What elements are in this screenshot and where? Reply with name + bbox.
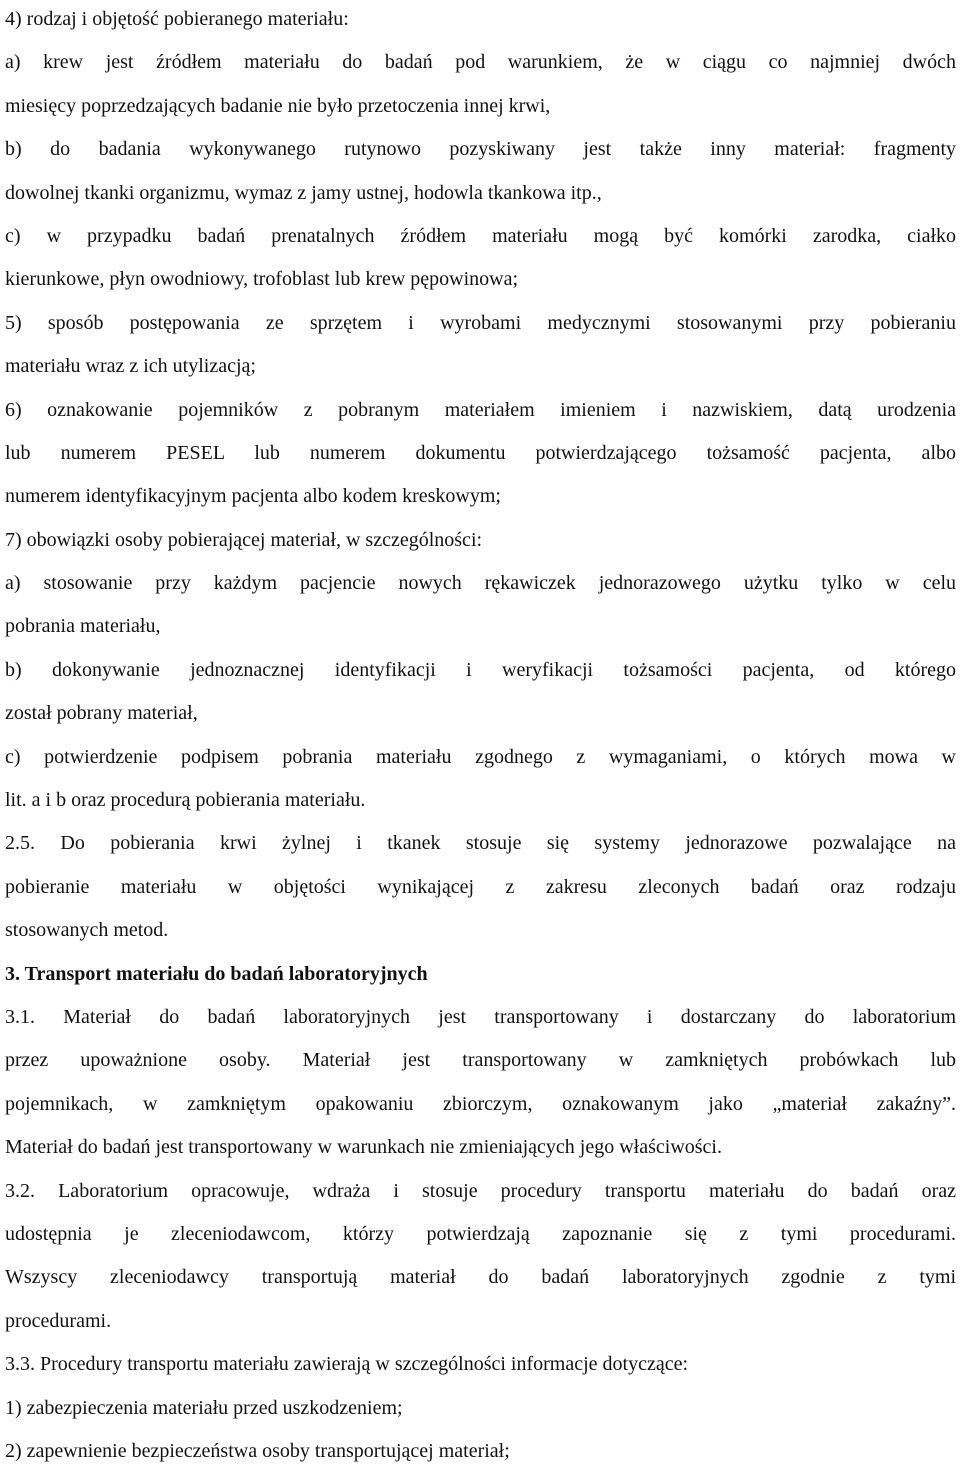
text-line: Materiał do badań jest transportowany w warunkach nie zmieniających jego właściwości.: [5, 1136, 722, 1159]
text-line: c) w przypadku badań prenatalnych źródłem materiału mogą być komórki zarodka, ciałko: [5, 224, 956, 247]
document-page: [5, 0, 956, 1473]
text-line: pojemnikach, w zamkniętym opakowaniu zbiorczym, oznakowanym jako „materiał zakaźny”.: [5, 1092, 956, 1115]
text-line: lub numerem PESEL lub numerem dokumentu potwierdzającego tożsamość pacjenta, albo: [5, 441, 956, 464]
text-line: kierunkowe, płyn owodniowy, trofoblast lub krew pępowinowa;: [5, 268, 519, 291]
text-line: 4) rodzaj i objętość pobieranego materiału:: [5, 8, 349, 30]
text-line: miesięcy poprzedzających badanie nie było przetoczenia innej krwi,: [5, 94, 551, 117]
text-line: 5) sposób postępowania ze sprzętem i wyrobami medycznymi stosowanymi przy pobieraniu: [5, 311, 956, 334]
text-line: pobrania materiału,: [5, 615, 161, 638]
text-line: numerem identyfikacyjnym pacjenta albo kodem kreskowym;: [5, 485, 501, 508]
text-line: stosowanych metod.: [5, 919, 169, 942]
text-line: 3.3. Procedury transportu materiału zawierają w szczególności informacje dotyczące:: [5, 1353, 689, 1376]
text-line: 7) obowiązki osoby pobierającej materiał, w szczególności:: [5, 528, 483, 551]
text-line: 2.5. Do pobierania krwi żylnej i tkanek stosuje się systemy jednorazowe pozwalające na: [5, 832, 956, 855]
text-line: lit. a i b oraz procedurą pobierania materiału.: [5, 789, 366, 812]
text-line: został pobrany materiał,: [5, 702, 198, 725]
text-line: dowolnej tkanki organizmu, wymaz z jamy ustnej, hodowla tkankowa itp.,: [5, 181, 602, 204]
text-line: 1) zabezpieczenia materiału przed uszkodzeniem;: [5, 1396, 403, 1419]
text-line: a) stosowanie przy każdym pacjencie nowych rękawiczek jednorazowego użytku tylko w celu: [5, 572, 956, 595]
text-line: b) dokonywanie jednoznacznej identyfikacji i weryfikacji tożsamości pacjenta, od którego: [5, 658, 956, 681]
text-line: materiału wraz z ich utylizacją;: [5, 355, 256, 378]
text-line: pobieranie materiału w objętości wynikającej z zakresu zleconych badań oraz rodzaju: [5, 875, 956, 898]
text-line: 3.1. Materiał do badań laboratoryjnych jest transportowany i dostarczany do laboratorium: [5, 1005, 956, 1028]
text-line: 6) oznakowanie pojemników z pobranym materiałem imieniem i nazwiskiem, datą urodzenia: [5, 398, 956, 421]
text-line: c) potwierdzenie podpisem pobrania materiału zgodnego z wymaganiami, o których mowa w: [5, 745, 956, 768]
text-line: procedurami.: [5, 1309, 112, 1332]
text-line: 3.2. Laboratorium opracowuje, wdraża i stosuje procedury transportu materiału do badań oraz: [5, 1179, 956, 1202]
text-line: Wszyscy zleceniodawcy transportują materiał do badań laboratoryjnych zgodnie z tymi: [5, 1266, 956, 1289]
text-line: b) do badania wykonywanego rutynowo pozyskiwany jest także inny materiał: fragmenty: [5, 138, 956, 161]
text-line: przez upoważnione osoby. Materiał jest transportowany w zamkniętych probówkach lub: [5, 1049, 956, 1072]
section-heading: 3. Transport materiału do badań laboratoryjnych: [5, 962, 428, 985]
text-line: udostępnia je zleceniodawcom, którzy potwierdzają zapoznanie się z tymi procedurami.: [5, 1222, 956, 1245]
text-line: a) krew jest źródłem materiału do badań pod warunkiem, że w ciągu co najmniej dwóch: [5, 51, 956, 74]
text-line: 2) zapewnienie bezpieczeństwa osoby transportującej materiał;: [5, 1439, 510, 1462]
